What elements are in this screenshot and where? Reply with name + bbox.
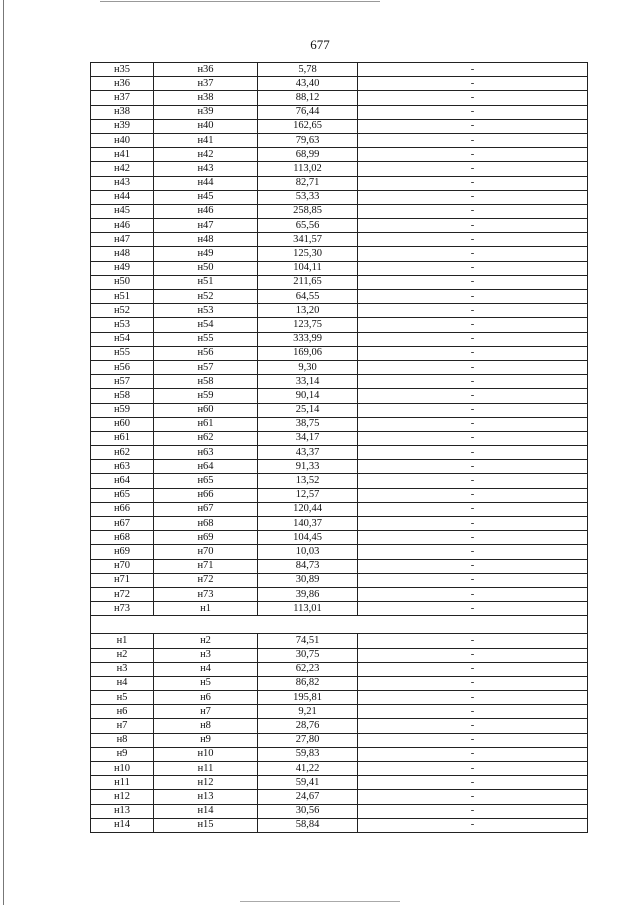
note-cell: - — [358, 133, 588, 147]
table-row — [91, 517, 588, 531]
note-cell: - — [358, 233, 588, 247]
table-row — [91, 261, 588, 275]
note-cell: - — [358, 762, 588, 776]
note-cell: - — [358, 105, 588, 119]
distance-cell: 30,56 — [258, 804, 358, 818]
distance-cell: 169,06 — [258, 346, 358, 360]
note-cell: - — [358, 559, 588, 573]
distance-cell: 333,99 — [258, 332, 358, 346]
distance-cell: 65,56 — [258, 219, 358, 233]
scan-edge-top — [100, 1, 380, 2]
table-row — [91, 776, 588, 790]
from-point-cell: н66 — [91, 502, 154, 516]
from-point-cell: н64 — [91, 474, 154, 488]
table-row — [91, 119, 588, 133]
distance-cell: 82,71 — [258, 176, 358, 190]
note-cell: - — [358, 545, 588, 559]
note-cell: - — [358, 587, 588, 601]
distance-cell: 41,22 — [258, 762, 358, 776]
distance-cell: 5,78 — [258, 63, 358, 77]
from-point-cell: н63 — [91, 460, 154, 474]
table-row — [91, 375, 588, 389]
note-cell: - — [358, 360, 588, 374]
to-point-cell: н61 — [154, 417, 258, 431]
table-row — [91, 148, 588, 162]
table-row — [91, 304, 588, 318]
table-row — [91, 360, 588, 374]
table-row — [91, 488, 588, 502]
table-row — [91, 691, 588, 705]
from-point-cell: н46 — [91, 219, 154, 233]
distance-cell: 13,20 — [258, 304, 358, 318]
from-point-cell: н48 — [91, 247, 154, 261]
from-point-cell: н49 — [91, 261, 154, 275]
to-point-cell: н15 — [154, 818, 258, 832]
to-point-cell: н70 — [154, 545, 258, 559]
to-point-cell: н68 — [154, 517, 258, 531]
distance-cell: 43,40 — [258, 77, 358, 91]
distance-cell: 88,12 — [258, 91, 358, 105]
note-cell: - — [358, 91, 588, 105]
table-row — [91, 332, 588, 346]
from-point-cell: н52 — [91, 304, 154, 318]
table-row — [91, 705, 588, 719]
table-row — [91, 403, 588, 417]
from-point-cell: н38 — [91, 105, 154, 119]
to-point-cell: н3 — [154, 648, 258, 662]
to-point-cell: н50 — [154, 261, 258, 275]
table-row — [91, 460, 588, 474]
to-point-cell: н63 — [154, 446, 258, 460]
table-row — [91, 662, 588, 676]
table-row — [91, 105, 588, 119]
note-cell: - — [358, 63, 588, 77]
to-point-cell: н14 — [154, 804, 258, 818]
note-cell: - — [358, 190, 588, 204]
from-point-cell: н55 — [91, 346, 154, 360]
from-point-cell: н72 — [91, 587, 154, 601]
to-point-cell: н45 — [154, 190, 258, 204]
to-point-cell: н56 — [154, 346, 258, 360]
table-row — [91, 91, 588, 105]
note-cell: - — [358, 634, 588, 648]
note-cell: - — [358, 346, 588, 360]
table-row — [91, 719, 588, 733]
to-point-cell: н7 — [154, 705, 258, 719]
from-point-cell: н56 — [91, 360, 154, 374]
distance-cell: 84,73 — [258, 559, 358, 573]
to-point-cell: н12 — [154, 776, 258, 790]
distance-cell: 91,33 — [258, 460, 358, 474]
to-point-cell: н71 — [154, 559, 258, 573]
table-row — [91, 545, 588, 559]
from-point-cell: н47 — [91, 233, 154, 247]
distance-cell: 9,30 — [258, 360, 358, 374]
note-cell: - — [358, 304, 588, 318]
note-cell: - — [358, 318, 588, 332]
distance-cell: 79,63 — [258, 133, 358, 147]
distance-cell: 9,21 — [258, 705, 358, 719]
distance-cell: 120,44 — [258, 502, 358, 516]
table-row — [91, 446, 588, 460]
distance-cell: 113,01 — [258, 602, 358, 616]
to-point-cell: н73 — [154, 587, 258, 601]
distance-cell: 162,65 — [258, 119, 358, 133]
note-cell: - — [358, 417, 588, 431]
note-cell: - — [358, 705, 588, 719]
from-point-cell: н2 — [91, 648, 154, 662]
note-cell: - — [358, 375, 588, 389]
to-point-cell: н9 — [154, 733, 258, 747]
distance-cell: 24,67 — [258, 790, 358, 804]
note-cell: - — [358, 648, 588, 662]
note-cell: - — [358, 691, 588, 705]
from-point-cell: н68 — [91, 531, 154, 545]
to-point-cell: н58 — [154, 375, 258, 389]
from-point-cell: н62 — [91, 446, 154, 460]
to-point-cell: н66 — [154, 488, 258, 502]
table-row — [91, 233, 588, 247]
note-cell: - — [358, 176, 588, 190]
to-point-cell: н49 — [154, 247, 258, 261]
to-point-cell: н72 — [154, 573, 258, 587]
from-point-cell: н40 — [91, 133, 154, 147]
note-cell: - — [358, 776, 588, 790]
note-cell: - — [358, 818, 588, 832]
to-point-cell: н11 — [154, 762, 258, 776]
distance-cell: 76,44 — [258, 105, 358, 119]
table-row — [91, 247, 588, 261]
table-row — [91, 648, 588, 662]
distance-cell: 113,02 — [258, 162, 358, 176]
to-point-cell: н38 — [154, 91, 258, 105]
table-row — [91, 818, 588, 832]
note-cell: - — [358, 148, 588, 162]
distance-cell: 104,45 — [258, 531, 358, 545]
note-cell: - — [358, 747, 588, 761]
to-point-cell: н62 — [154, 431, 258, 445]
from-point-cell: н13 — [91, 804, 154, 818]
to-point-cell: н10 — [154, 747, 258, 761]
distance-cell: 13,52 — [258, 474, 358, 488]
scan-edge-bottom — [240, 901, 400, 902]
table-row — [91, 634, 588, 648]
from-point-cell: н3 — [91, 662, 154, 676]
table-row — [91, 573, 588, 587]
note-cell: - — [358, 573, 588, 587]
boundary-points-table — [90, 62, 588, 833]
from-point-cell: н42 — [91, 162, 154, 176]
to-point-cell: н59 — [154, 389, 258, 403]
from-point-cell: н70 — [91, 559, 154, 573]
from-point-cell: н51 — [91, 290, 154, 304]
to-point-cell: н41 — [154, 133, 258, 147]
note-cell: - — [358, 719, 588, 733]
distance-cell: 30,75 — [258, 648, 358, 662]
to-point-cell: н55 — [154, 332, 258, 346]
table-row — [91, 190, 588, 204]
distance-cell: 258,85 — [258, 204, 358, 218]
to-point-cell: н65 — [154, 474, 258, 488]
from-point-cell: н35 — [91, 63, 154, 77]
from-point-cell: н36 — [91, 77, 154, 91]
section-gap-cell — [91, 616, 588, 634]
to-point-cell: н6 — [154, 691, 258, 705]
to-point-cell: н39 — [154, 105, 258, 119]
from-point-cell: н11 — [91, 776, 154, 790]
table-row — [91, 176, 588, 190]
table-row — [91, 790, 588, 804]
note-cell: - — [358, 431, 588, 445]
distance-cell: 341,57 — [258, 233, 358, 247]
to-point-cell: н52 — [154, 290, 258, 304]
from-point-cell: н60 — [91, 417, 154, 431]
note-cell: - — [358, 662, 588, 676]
to-point-cell: н43 — [154, 162, 258, 176]
to-point-cell: н37 — [154, 77, 258, 91]
note-cell: - — [358, 389, 588, 403]
from-point-cell: н9 — [91, 747, 154, 761]
note-cell: - — [358, 119, 588, 133]
note-cell: - — [358, 676, 588, 690]
note-cell: - — [358, 204, 588, 218]
to-point-cell: н40 — [154, 119, 258, 133]
distance-cell: 53,33 — [258, 190, 358, 204]
distance-cell: 43,37 — [258, 446, 358, 460]
distance-cell: 123,75 — [258, 318, 358, 332]
distance-cell: 90,14 — [258, 389, 358, 403]
note-cell: - — [358, 531, 588, 545]
from-point-cell: н4 — [91, 676, 154, 690]
to-point-cell: н64 — [154, 460, 258, 474]
from-point-cell: н41 — [91, 148, 154, 162]
table-row — [91, 389, 588, 403]
from-point-cell: н65 — [91, 488, 154, 502]
note-cell: - — [358, 502, 588, 516]
note-cell: - — [358, 275, 588, 289]
to-point-cell: н13 — [154, 790, 258, 804]
distance-cell: 33,14 — [258, 375, 358, 389]
table-row — [91, 502, 588, 516]
from-point-cell: н50 — [91, 275, 154, 289]
table-row — [91, 804, 588, 818]
distance-cell: 68,99 — [258, 148, 358, 162]
table-row — [91, 290, 588, 304]
from-point-cell: н69 — [91, 545, 154, 559]
distance-cell: 86,82 — [258, 676, 358, 690]
note-cell: - — [358, 517, 588, 531]
note-cell: - — [358, 403, 588, 417]
distance-cell: 59,41 — [258, 776, 358, 790]
note-cell: - — [358, 602, 588, 616]
table-row — [91, 531, 588, 545]
distance-cell: 140,37 — [258, 517, 358, 531]
from-point-cell: н61 — [91, 431, 154, 445]
note-cell: - — [358, 460, 588, 474]
table-row — [91, 346, 588, 360]
distance-cell: 39,86 — [258, 587, 358, 601]
table-row — [91, 602, 588, 616]
to-point-cell: н69 — [154, 531, 258, 545]
distance-cell: 10,03 — [258, 545, 358, 559]
table-row — [91, 747, 588, 761]
table-row — [91, 733, 588, 747]
table-row — [91, 204, 588, 218]
table-row — [91, 63, 588, 77]
page-number: 677 — [310, 37, 330, 52]
distance-cell: 38,75 — [258, 417, 358, 431]
from-point-cell: н53 — [91, 318, 154, 332]
from-point-cell: н39 — [91, 119, 154, 133]
note-cell: - — [358, 446, 588, 460]
note-cell: - — [358, 290, 588, 304]
distance-cell: 104,11 — [258, 261, 358, 275]
distance-cell: 125,30 — [258, 247, 358, 261]
from-point-cell: н14 — [91, 818, 154, 832]
note-cell: - — [358, 332, 588, 346]
table-row — [91, 162, 588, 176]
table-row — [91, 762, 588, 776]
to-point-cell: н8 — [154, 719, 258, 733]
note-cell: - — [358, 77, 588, 91]
table-body — [91, 63, 588, 833]
note-cell: - — [358, 804, 588, 818]
to-point-cell: н36 — [154, 63, 258, 77]
distance-cell: 12,57 — [258, 488, 358, 502]
to-point-cell: н46 — [154, 204, 258, 218]
from-point-cell: н5 — [91, 691, 154, 705]
to-point-cell: н60 — [154, 403, 258, 417]
from-point-cell: н71 — [91, 573, 154, 587]
distance-cell: 64,55 — [258, 290, 358, 304]
note-cell: - — [358, 162, 588, 176]
distance-cell: 195,81 — [258, 691, 358, 705]
note-cell: - — [358, 219, 588, 233]
from-point-cell: н57 — [91, 375, 154, 389]
from-point-cell: н58 — [91, 389, 154, 403]
distance-cell: 211,65 — [258, 275, 358, 289]
distance-cell: 74,51 — [258, 634, 358, 648]
table-row — [91, 77, 588, 91]
from-point-cell: н59 — [91, 403, 154, 417]
table-row — [91, 474, 588, 488]
table-row — [91, 219, 588, 233]
to-point-cell: н44 — [154, 176, 258, 190]
note-cell: - — [358, 247, 588, 261]
from-point-cell: н8 — [91, 733, 154, 747]
distance-cell: 27,80 — [258, 733, 358, 747]
distance-cell: 25,14 — [258, 403, 358, 417]
to-point-cell: н67 — [154, 502, 258, 516]
table-row — [91, 417, 588, 431]
distance-cell: 30,89 — [258, 573, 358, 587]
from-point-cell: н37 — [91, 91, 154, 105]
table-row — [91, 587, 588, 601]
from-point-cell: н43 — [91, 176, 154, 190]
from-point-cell: н45 — [91, 204, 154, 218]
table-row — [91, 431, 588, 445]
to-point-cell: н1 — [154, 602, 258, 616]
from-point-cell: н73 — [91, 602, 154, 616]
to-point-cell: н54 — [154, 318, 258, 332]
to-point-cell: н2 — [154, 634, 258, 648]
to-point-cell: н5 — [154, 676, 258, 690]
table-row — [91, 275, 588, 289]
scan-edge-left — [3, 0, 4, 905]
distance-cell: 58,84 — [258, 818, 358, 832]
from-point-cell: н67 — [91, 517, 154, 531]
note-cell: - — [358, 261, 588, 275]
to-point-cell: н51 — [154, 275, 258, 289]
table-row — [91, 133, 588, 147]
to-point-cell: н57 — [154, 360, 258, 374]
note-cell: - — [358, 488, 588, 502]
from-point-cell: н12 — [91, 790, 154, 804]
to-point-cell: н4 — [154, 662, 258, 676]
to-point-cell: н47 — [154, 219, 258, 233]
distance-cell: 28,76 — [258, 719, 358, 733]
section-gap-row — [91, 616, 588, 634]
table-row — [91, 676, 588, 690]
table-row — [91, 318, 588, 332]
from-point-cell: н10 — [91, 762, 154, 776]
from-point-cell: н44 — [91, 190, 154, 204]
distance-cell: 59,83 — [258, 747, 358, 761]
to-point-cell: н48 — [154, 233, 258, 247]
note-cell: - — [358, 733, 588, 747]
distance-cell: 62,23 — [258, 662, 358, 676]
distance-cell: 34,17 — [258, 431, 358, 445]
note-cell: - — [358, 474, 588, 488]
to-point-cell: н42 — [154, 148, 258, 162]
note-cell: - — [358, 790, 588, 804]
from-point-cell: н1 — [91, 634, 154, 648]
from-point-cell: н7 — [91, 719, 154, 733]
from-point-cell: н6 — [91, 705, 154, 719]
from-point-cell: н54 — [91, 332, 154, 346]
to-point-cell: н53 — [154, 304, 258, 318]
table-row — [91, 559, 588, 573]
